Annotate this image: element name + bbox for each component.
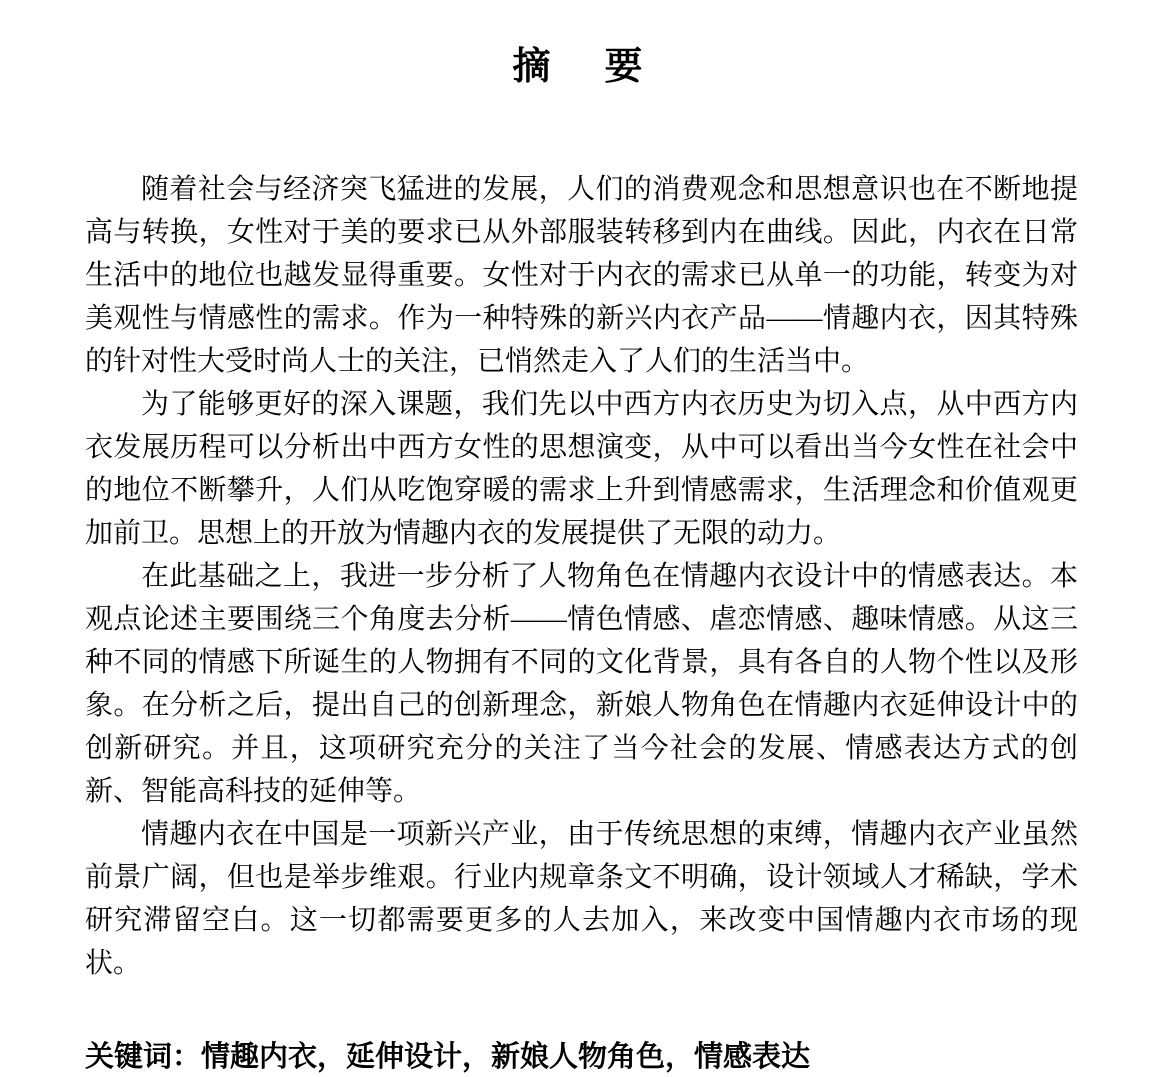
abstract-paragraph: 为了能够更好的深入课题，我们先以中西方内衣历史为切入点，从中西方内衣发展历程可以分析出中西方女性的思想演变，从中可以看出当今女性在社会中的地位不断攀升，人们从吃饱穿暖的需求上升到情感需求，生活理念和价值观更加前卫。思想上的开放为情趣内衣的发展提供了无限的动力。 — [85, 389, 1078, 549]
abstract-paragraph: 在此基础之上，我进一步分析了人物角色在情趣内衣设计中的情感表达。本观点论述主要围绕三个角度去分析——情色情感、虐恋情感、趣味情感。从这三种不同的情感下所诞生的人物拥有不同的文化背景，具有各自的人物个性以及形象。在分析之后，提出自己的创新理念，新娘人物角色在情趣内衣延伸设计中的创新研究。并且，这项研究充分的关注了当今社会的发展、情感表达方式的创新、智能高科技的延伸等。 — [85, 561, 1078, 807]
page-title: 摘 要 — [512, 46, 651, 88]
abstract-body — [85, 168, 1078, 985]
abstract-paragraph: 随着社会与经济突飞猛进的发展，人们的消费观念和思想意识也在不断地提高与转换，女性对于美的要求已从外部服装转移到内在曲线。因此，内衣在日常生活中的地位也越发显得重要。女性对于内衣的需求已从单一的功能，转变为对美观性与情感性的需求。作为一种特殊的新兴内衣产品——情趣内衣，因其特殊的针对性大受时尚人士的关注，已悄然走入了人们的生活当中。 — [85, 174, 1078, 377]
keywords-line: 关键词：情趣内衣，延伸设计，新娘人物角色，情感表达 — [85, 1041, 811, 1073]
abstract-paragraph: 情趣内衣在中国是一项新兴产业，由于传统思想的束缚，情趣内衣产业虽然前景广阔，但也是举步维艰。行业内规章条文不明确，设计领域人才稀缺，学术研究滞留空白。这一切都需要更多的人去加入，来改变中国情趣内衣市场的现状。 — [85, 819, 1078, 979]
